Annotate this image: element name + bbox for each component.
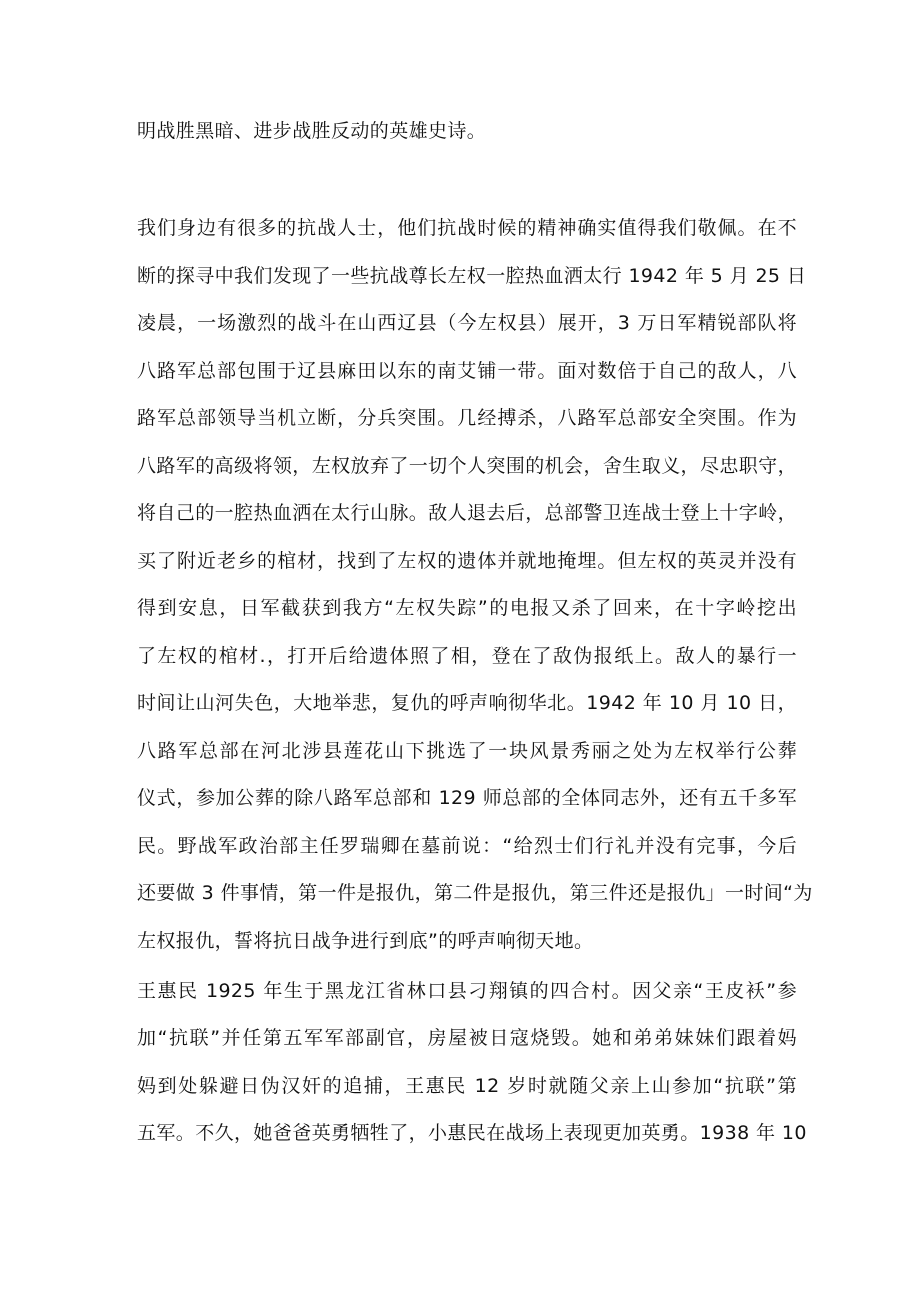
paragraph-2-line-16: 左权报仇，誓将抗日战争进行到底”的呼声响彻天地。 — [137, 930, 594, 952]
paragraph-2-line-12: 八路军总部在河北涉县莲花山下挑选了一块风景秀丽之处为左权举行公葬 — [137, 740, 797, 762]
paragraph-2-line-1: 我们身边有很多的抗战人士，他们抗战时候的精神确实值得我们敬佩。在不 — [137, 217, 797, 239]
paragraph-2-line-2: 断的探寻中我们发现了一些抗战尊长左权一腔热血洒太行 1942 年 5 月 25 日 — [137, 265, 807, 287]
paragraph-3-line-1: 王惠民 1925 年生于黑龙江省林口县刁翔镇的四合村。因父亲“王皮袄”参 — [137, 980, 797, 1002]
paragraph-2-line-13: 仪式，参加公葬的除八路军总部和 129 师总部的全体同志外，还有五千多军 — [137, 787, 797, 809]
paragraph-3-line-3: 妈到处躲避日伪汉奸的追捕，王惠民 12 岁时就随父亲上山参加“抗联”第 — [137, 1075, 797, 1097]
paragraph-2-line-9: 得到安息，日军截获到我方“左权失踪”的电报又杀了回来，在十字岭挖出 — [137, 597, 797, 619]
paragraph-2-line-15: 还要做 3 件事情，第一件是报仇，第二件是报仇，第三件还是报仇」一时间“为 — [137, 882, 813, 904]
paragraph-2-line-6: 八路军的高级将领，左权放弃了一切个人突围的机会，舍生取义，尽忠职守， — [137, 455, 797, 477]
paragraph-2-line-7: 将自己的一腔热血洒在太行山脉。敌人退去后，总部警卫连战士登上十字岭， — [137, 502, 797, 524]
paragraph-3-line-4: 五军。不久，她爸爸英勇牺牲了，小惠民在战场上表现更加英勇。1938 年 10 — [137, 1122, 807, 1144]
paragraph-2-line-14: 民。野战军政治部主任罗瑞卿在墓前说：“给烈士们行礼并没有完事，今后 — [137, 835, 797, 857]
paragraph-2-line-8: 买了附近老乡的棺材，找到了左权的遗体并就地掩埋。但左权的英灵并没有 — [137, 550, 797, 572]
paragraph-2-line-4: 八路军总部包围于辽县麻田以东的南艾铺一带。面对数倍于自己的敌人，八 — [137, 360, 797, 382]
paragraph-2-line-11: 时间让山河失色，大地举悲，复仇的呼声响彻华北。1942 年 10 月 10 日， — [137, 692, 797, 714]
paragraph-2-line-3: 凌晨，一场激烈的战斗在山西辽县（今左权县）展开，3 万日军精锐部队将 — [137, 312, 797, 334]
paragraph-3-line-2: 加“抗联”并任第五军军部副官，房屋被日寇烧毁。她和弟弟妹妹们跟着妈 — [137, 1027, 797, 1049]
paragraph-1-line-1: 明战胜黑暗、进步战胜反动的英雄史诗。 — [137, 120, 487, 142]
paragraph-2-line-10: 了左权的棺材.，打开后给遗体照了相，登在了敌伪报纸上。敌人的暴行一 — [137, 645, 797, 667]
paragraph-2-line-5: 路军总部领导当机立断，分兵突围。几经搏杀，八路军总部安全突围。作为 — [137, 407, 797, 429]
